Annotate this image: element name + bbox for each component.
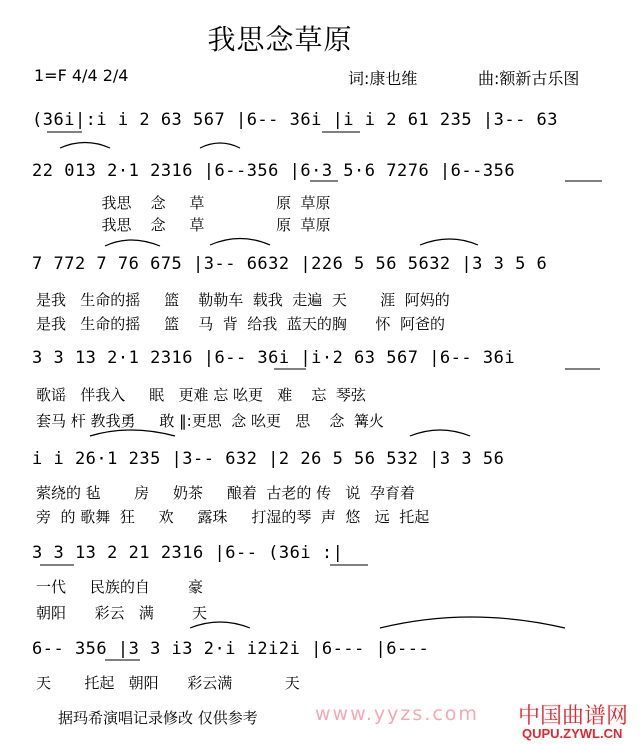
score-row-2-lyrics-1: 我思 念 草 原 草原 bbox=[30, 194, 331, 212]
site-logo-url: QUPU.ZYWL.CN bbox=[522, 726, 623, 741]
score-row-4-notes: 3 3 13 2·1 2316 |6-- 36i |i·2 63 567 |6-- 36i bbox=[32, 348, 516, 368]
score-row-7-lyrics-1: 天 托起 朝阳 彩云满 天 bbox=[36, 674, 300, 692]
score-row-5-lyrics-1: 萦绕的 毡 房 奶茶 酿着 古老的 传 说 孕育着 bbox=[36, 484, 415, 502]
score-row-3-notes: 7 772 7 76 675 |3-- 6632 |226 5 56 5632 |3 3 5 6 bbox=[32, 254, 548, 274]
score-row-5-notes: i i 26·1 235 |3-- 632 |2 26 5 56 532 |3 3 56 bbox=[32, 449, 505, 469]
site-logo-text: 中国曲谱网 bbox=[518, 704, 629, 729]
score-row-4-lyrics-2: 套马 杆 教我勇 敢 ‖:更思 念 吆更 思 念 篝火 bbox=[36, 412, 384, 430]
score-row-6-notes: 3 3 13 2 21 2316 |6-- (36i :| bbox=[32, 543, 344, 563]
footer-note: 据玛希演唱记录修改 仅供参考 bbox=[58, 709, 258, 727]
score-row-6-lyrics-1: 一代 民族的自 豪 bbox=[36, 578, 203, 596]
score-row-6-lyrics-2: 朝阳 彩云 满 天 bbox=[36, 604, 208, 622]
slur-mark bbox=[60, 143, 110, 149]
song-title: 我思念草原 bbox=[207, 23, 353, 56]
score-row-7-notes: 6-- 356 |3 3 i3 2·i i2i2i |6--- |6--- bbox=[32, 639, 430, 659]
score-row-1-notes: (36i|:i i 2 63 567 |6-- 36i |i i 2 61 235 |3-- 63 bbox=[32, 110, 559, 130]
slur-mark bbox=[200, 143, 240, 148]
key-time-signature: 1=F 4/4 2/4 bbox=[34, 66, 129, 85]
score-row-3-lyrics-2: 是我 生命的摇 篮 马 背 给我 蓝天的胸 怀 阿爸的 bbox=[36, 315, 445, 333]
watermark: www.yyzs.com bbox=[315, 703, 479, 725]
tie-mark bbox=[380, 617, 565, 628]
lyricist-credit: 词:康也维 bbox=[348, 69, 418, 88]
score-row-2-lyrics-2: 我思 念 草 原 草原 bbox=[30, 216, 331, 234]
slur-mark bbox=[420, 239, 478, 245]
score-row-4-lyrics-1: 歌谣 伴我入 眠 更难 忘 吆更 难 忘 琴弦 bbox=[36, 386, 366, 404]
composer-credit: 曲:额新古乐图 bbox=[478, 69, 580, 88]
score-row-5-lyrics-2: 旁 的 歌舞 狂 欢 露珠 打湿的琴 声 悠 远 托起 bbox=[36, 508, 430, 526]
score-row-3-lyrics-1: 是我 生命的摇 篮 勒勒车 载我 走遍 天 涯 阿妈的 bbox=[36, 291, 450, 309]
slur-mark bbox=[105, 240, 160, 246]
slur-mark bbox=[410, 430, 470, 436]
slur-mark bbox=[210, 239, 270, 246]
score-row-2-notes: 22 013 2·1 2316 |6--356 |6·3 5·6 7276 |6--356 bbox=[32, 161, 516, 181]
